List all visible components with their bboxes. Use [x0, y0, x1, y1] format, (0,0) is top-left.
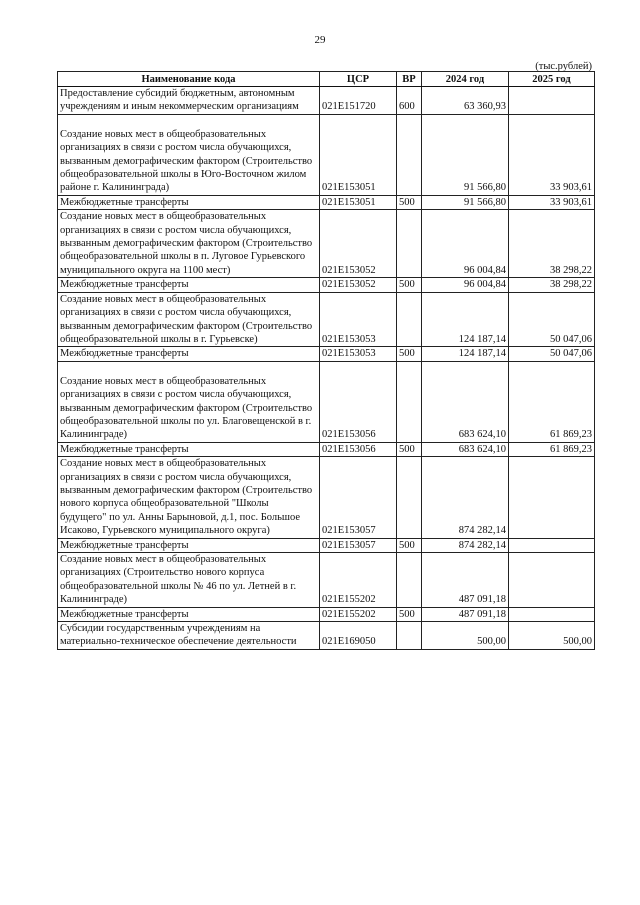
row-2024: 91 566,80: [422, 195, 509, 209]
row-csr: 021E153056: [320, 442, 397, 456]
header-2025: 2025 год: [509, 72, 595, 87]
row-name: Создание новых мест в общеобразовательных организациях (Строительство нового корпуса общеобразовательной школы № 46 по ул. Летней в г. Калининграде): [58, 553, 320, 608]
row-2024: 63 360,93: [422, 87, 509, 115]
row-name-text: Создание новых мест в общеобразовательных организациях в связи с ростом числа обучающихся, вызванным демографическим фактором (Строительство общеобразовательной школы по ул. Благовещенской в г. Калининграде): [60, 375, 313, 441]
row-name: Межбюджетные трансферты: [58, 347, 320, 361]
row-name: Межбюджетные трансферты: [58, 278, 320, 292]
row-2024: 683 624,10: [422, 361, 509, 442]
row-2025: [509, 607, 595, 621]
table-row: [58, 114, 595, 195]
row-2024: 96 004,84: [422, 278, 509, 292]
table-header-row: [58, 72, 595, 87]
row-vr: [397, 292, 422, 347]
row-csr: 021E153052: [320, 278, 397, 292]
row-csr: 021E155202: [320, 607, 397, 621]
table-row: [58, 607, 595, 621]
row-vr: [397, 210, 422, 278]
row-vr: 500: [397, 607, 422, 621]
row-2025: 38 298,22: [509, 278, 595, 292]
row-2025: [509, 538, 595, 552]
row-name: Субсидии государственным учреждениям на материально-техническое обеспечение деятельности: [58, 622, 320, 650]
header-csr: ЦСР: [320, 72, 397, 87]
row-2025: 50 047,06: [509, 347, 595, 361]
row-2025: 500,00: [509, 622, 595, 650]
row-2024: 91 566,80: [422, 114, 509, 195]
row-2024: 96 004,84: [422, 210, 509, 278]
row-name: Создание новых мест в общеобразовательных организациях в связи с ростом числа обучающихся, вызванным демографическим фактором (Строительство общеобразовательной школы в п. Луговое Гурьевского муниципального округа на 1100 мест): [58, 210, 320, 278]
row-2025: [509, 457, 595, 538]
table-row: [58, 553, 595, 608]
row-name: Создание новых мест в общеобразовательных организациях в связи с ростом числа обучающихся, вызванным демографическим фактором (Строительство нового корпуса общеобразовательной "Школы будущего" по ул. Анны Барыновой, д.1, пос. Большое Исаково, Гурьевского муниципального округа): [58, 457, 320, 538]
table-row: [58, 442, 595, 456]
row-2025: 33 903,61: [509, 195, 595, 209]
table-row: [58, 210, 595, 278]
table-row: [58, 195, 595, 209]
row-vr: 500: [397, 278, 422, 292]
row-vr: 500: [397, 538, 422, 552]
row-vr: [397, 457, 422, 538]
table-row: [58, 87, 595, 115]
row-name: Предоставление субсидий бюджетным, автономным учреждениям и иным некоммерческим организациям: [58, 87, 320, 115]
row-name: Межбюджетные трансферты: [58, 195, 320, 209]
row-2024: 487 091,18: [422, 607, 509, 621]
budget-table: [57, 71, 595, 650]
row-vr: 600: [397, 87, 422, 115]
row-csr: 021E153053: [320, 347, 397, 361]
row-name-text: Создание новых мест в общеобразовательных организациях в связи с ростом числа обучающихся, вызванным демографическим фактором (Строительство общеобразовательной школы в Юго-Восточном жилом районе г. Калининграда): [60, 128, 313, 194]
row-vr: 500: [397, 442, 422, 456]
row-name: Создание новых мест в общеобразовательных организациях в связи с ростом числа обучающихся, вызванным демографическим фактором (Строительство общеобразовательной школы в г. Гурьевске): [58, 292, 320, 347]
table-row: [58, 457, 595, 538]
row-csr: 021E153052: [320, 210, 397, 278]
row-name: [58, 361, 320, 442]
row-2025: 61 869,23: [509, 442, 595, 456]
page-number: 29: [314, 34, 326, 46]
units-label: (тыс.рублей): [535, 61, 592, 72]
row-2025: [509, 87, 595, 115]
row-csr: 021E153057: [320, 457, 397, 538]
row-csr: 021E151720: [320, 87, 397, 115]
row-2025: [509, 553, 595, 608]
row-csr: 021E153051: [320, 195, 397, 209]
table-row: [58, 622, 595, 650]
table-row: [58, 538, 595, 552]
row-2025: 33 903,61: [509, 114, 595, 195]
row-name: [58, 114, 320, 195]
header-2024: 2024 год: [422, 72, 509, 87]
row-2024: 487 091,18: [422, 553, 509, 608]
row-csr: 021E153051: [320, 114, 397, 195]
row-2024: 124 187,14: [422, 292, 509, 347]
row-csr: 021E169050: [320, 622, 397, 650]
row-2024: 124 187,14: [422, 347, 509, 361]
row-name: Межбюджетные трансферты: [58, 538, 320, 552]
header-name: Наименование кода: [58, 72, 320, 87]
table-row: [58, 361, 595, 442]
row-name: Межбюджетные трансферты: [58, 607, 320, 621]
row-csr: 021E153056: [320, 361, 397, 442]
row-vr: [397, 114, 422, 195]
row-2025: 50 047,06: [509, 292, 595, 347]
row-2025: 38 298,22: [509, 210, 595, 278]
row-csr: 021E155202: [320, 553, 397, 608]
row-2024: 874 282,14: [422, 457, 509, 538]
row-name: Межбюджетные трансферты: [58, 442, 320, 456]
row-2024: 874 282,14: [422, 538, 509, 552]
table-row: [58, 347, 595, 361]
row-vr: [397, 622, 422, 650]
row-vr: [397, 361, 422, 442]
row-csr: 021E153053: [320, 292, 397, 347]
row-vr: 500: [397, 195, 422, 209]
row-csr: 021E153057: [320, 538, 397, 552]
row-vr: [397, 553, 422, 608]
table-row: [58, 278, 595, 292]
row-2024: 500,00: [422, 622, 509, 650]
row-vr: 500: [397, 347, 422, 361]
row-2025: 61 869,23: [509, 361, 595, 442]
table-row: [58, 292, 595, 347]
header-vr: ВР: [397, 72, 422, 87]
row-2024: 683 624,10: [422, 442, 509, 456]
